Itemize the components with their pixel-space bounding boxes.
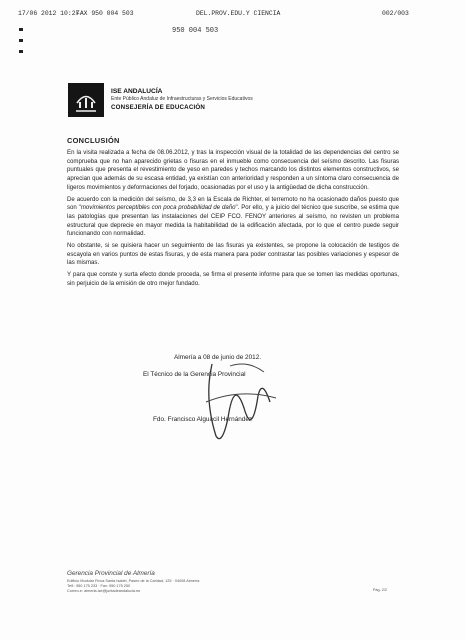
fax-transmission-header (18, 10, 451, 22)
fax-page-counter: 002/003 (382, 10, 409, 17)
footer-phone: Telf.: 950 175 233 · Fax: 950 175 250 (67, 584, 131, 588)
fax-number-stamp: 950 004 503 (172, 27, 219, 35)
punch-hole-mark (19, 50, 23, 53)
footer-office: Gerencia Provincial de Almería (67, 570, 155, 577)
handwritten-signature (200, 358, 280, 448)
section-heading: CONCLUSIÓN (67, 136, 120, 145)
letterhead (111, 87, 253, 112)
paragraph-2: De acuerdo con la medición del seísmo, de 3,3 en la Escala de Richter, el terremoto no ha ocasionado daños puesto que son "movimientos perceptibles con poca probabilidad de daño". Por ello, y a juicio del técnico que suscribe, se estima que las patologías que presentan las instalaciones del CEIP FCO. FENOY anteriores al seísmo, no revisten un problema estructural que deprecie en mayor medida la habitabilidad de la edificación afectada, por lo que el centro puede seguir funcionando con normalidad. (67, 195, 400, 238)
place-date: Almería a 08 de junio de 2012. (174, 354, 262, 361)
footer-address: Edificio Modular Finca Santa Isabel, Paseo de la Caridad, 125 · 04008 Almería (67, 579, 200, 583)
fax-label: FAX 950 004 503 (76, 10, 134, 17)
page-footer (67, 570, 397, 594)
paragraph-3: No obstante, si se quisiera hacer un seguimiento de las fisuras ya existentes, se propone la colocación de testigos de escayola en varios puntos de estas fisuras, y de esta manera para poder contrastar las posibles variaciones y espesor de las mismas. (67, 242, 399, 267)
letterhead-subtitle: Ente Público Andaluz de Infraestructuras y Servicios Educativos (111, 96, 253, 102)
punch-hole-mark (19, 28, 23, 31)
footer-email: Correo-e: almeria.ise@juntadeandalucia.es (67, 589, 141, 593)
signer-name: Fdo. Francisco Alguacil Hernández (153, 416, 253, 423)
signer-title: El Técnico de la Gerencia Provincial (143, 371, 246, 378)
junta-andalucia-logo (68, 83, 104, 117)
letterhead-organization: ISE ANDALUCÍA (111, 88, 163, 95)
paragraph-1: En la visita realizada a fecha de 08.06.2012, y tras la inspección visual de la totalidad de las dependencias del centro se comprueba que no han aparecido grietas o fisuras en el inmueble como consecuencia del seísmo descrito. Las fisuras puntuales que presenta el revestimiento de yeso en paredes y techos marcando los distintos elementos constructivos, se aprecian que además de su escasa entidad, ya existían con anterioridad y responden a un síntoma claro consecuencia de ligeros movimientos y deformaciones del forjado, ocasionadas por el uso y la antigüedad de dicha construcción. (67, 149, 399, 191)
footer-page-number: Pág. 2/2 (372, 588, 387, 592)
fax-sender: DEL.PROV.EDU.Y CIENCIA (196, 10, 281, 17)
punch-hole-mark (19, 39, 23, 42)
paragraph-4: Y para que conste y surta efecto donde proceda, se firma el presente informe para que se tomen las medidas oportunas, sin perjuicio de la emisión de otro mejor fundado. (67, 271, 399, 287)
fax-date-time: 17/06 2012 10:27 (18, 10, 80, 17)
letterhead-department: CONSEJERÍA DE EDUCACIÓN (111, 104, 206, 111)
document-body (67, 136, 399, 292)
logo-emblem-icon (68, 83, 104, 117)
